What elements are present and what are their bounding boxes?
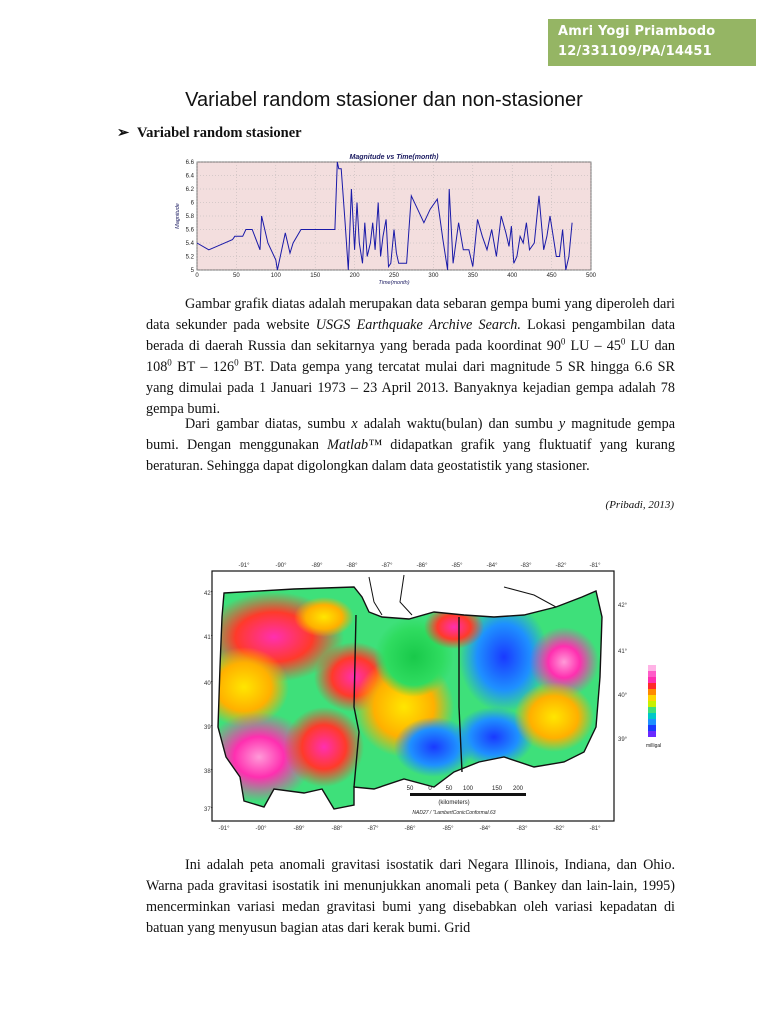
y-tick-label: 5 (190, 268, 194, 274)
lon-label: -87° (381, 563, 393, 569)
lat-label: 40° (204, 681, 214, 687)
arrow-bullet-icon: ➢ (117, 125, 130, 141)
p1-text-d: LU dan 108 (146, 338, 675, 375)
x-tick-label: 100 (270, 273, 281, 279)
p1-text-f: BT. Data gempa yang tercatat mulai dari magnitude 5 SR hingga 6.6 SR yang dimulai pada 1 Januari 1973 – 23 April 2013. Banyaknya kejadian gempa adalah 78 gempa bumi. (146, 359, 676, 417)
lon-label: -89° (293, 826, 305, 832)
lat-label: 42° (618, 603, 628, 609)
lon-label: -81° (589, 826, 601, 832)
x-tick-label: 50 (233, 273, 240, 279)
y-axis-label: Magnitude (175, 203, 181, 229)
y-tick-label: 6 (190, 200, 194, 207)
lat-label: 41° (618, 649, 628, 655)
x-axis-label: Time(month) (378, 280, 410, 286)
lat-label: 38° (204, 769, 214, 775)
lon-label: -90° (255, 826, 267, 832)
projection-label: NAD27 / "LambertConicConformal.63 (412, 810, 496, 816)
lon-label: -88° (346, 563, 358, 569)
lon-label: -81° (589, 563, 601, 569)
scale-number: 50 (445, 786, 453, 792)
lon-label: -86° (404, 826, 416, 832)
p2-x: x (351, 416, 358, 432)
p1-site: USGS Earthquake Archive Search. (315, 317, 521, 333)
scale-number: 50 (406, 786, 414, 792)
p1-text-e: BT – 126 (171, 359, 235, 375)
deg-sup: 0 (620, 336, 626, 347)
y-tick-label: 6.4 (185, 173, 194, 180)
gravity-map-svg (204, 557, 678, 837)
x-tick-label: 450 (546, 273, 557, 279)
citation: (Pribadi, 2013) (605, 499, 674, 511)
scale-number: 100 (462, 786, 474, 792)
lat-label: 39° (204, 725, 214, 731)
lat-label: 37° (204, 807, 214, 813)
y-tick-label: 5.4 (185, 241, 194, 247)
p2-y: y (558, 416, 566, 432)
lon-label: -82° (555, 563, 567, 569)
lon-label: -83° (516, 826, 528, 832)
p2-text-c: magnitude gempa bumi. Dengan menggunakan (146, 416, 675, 453)
lon-label: -85° (442, 826, 454, 832)
lon-label: -84° (486, 563, 498, 569)
x-tick-label: 250 (388, 273, 400, 279)
y-tick-label: 6.2 (185, 187, 194, 193)
x-tick-label: 200 (349, 273, 360, 279)
lat-label: 41° (204, 635, 214, 641)
lon-label: -91° (218, 826, 230, 832)
p1-text-c: LU – 45 (565, 338, 621, 354)
x-tick-label: 150 (310, 273, 321, 279)
p1-text-b: Lokasi pengambilan data berada di daerah Russia dan sekitarnya yang berada pada koordinat 90 (146, 317, 675, 354)
lon-label: -86° (416, 563, 428, 569)
magnitude-chart (173, 150, 603, 290)
map-color-legend (646, 665, 661, 749)
lon-label: -85° (451, 563, 463, 569)
x-tick-label: 350 (467, 273, 478, 279)
matlab-word: Matlab™ (327, 437, 383, 453)
p2-text-b: adalah waktu(bulan) dan sumbu (357, 416, 559, 432)
p2-text-a: Dari gambar diatas, sumbu (185, 416, 352, 432)
y-tick-label: 5.2 (185, 254, 194, 261)
lon-label: -89° (311, 563, 323, 569)
magnitude-chart-svg (173, 150, 603, 290)
x-tick-label: 300 (428, 273, 439, 279)
section-bullet (117, 125, 302, 142)
x-tick-label: 0 (195, 273, 199, 279)
map-right-labels (618, 603, 628, 743)
scale-number: 0 (428, 786, 432, 792)
author-box (548, 19, 756, 66)
scale-unit: (kilometers) (438, 800, 470, 806)
x-tick-label: 400 (507, 273, 518, 279)
author-name: Amri Yogi Priambodo (558, 24, 716, 39)
lat-label: 39° (618, 737, 628, 743)
lat-label: 40° (618, 693, 628, 699)
p2-text-d: didapatkan grafik yang fluktuatif yang kurang beraturan. Sehingga dapat digolongkan dalam data geostatistik yang stasioner. (146, 437, 675, 474)
p1-text-a: Gambar grafik diatas adalah merupakan data sebaran gempa bumi yang diperoleh dari data sekunder pada website (146, 296, 675, 333)
map-bottom-labels (218, 826, 601, 832)
p3-text: Ini adalah peta anomali gravitasi isostatik dari Negara Illinois, Indiana, dan Ohio. Warna pada gravitasi isostatik ini menunjukkan anomali peta ( Bankey dan lain-lain, 1995) mencerminkan variasi medan gravitasi bumi yang disebabkan oleh variasi kepadatan di batuan yang menyusun bagian atas dari kerak bumi. Grid (146, 857, 675, 936)
lon-label: -82° (553, 826, 565, 832)
lat-label: 42° (204, 591, 214, 597)
paragraph-3 (146, 855, 675, 939)
paragraph-1 (146, 294, 675, 420)
lon-label: -83° (520, 563, 532, 569)
lon-label: -90° (275, 563, 287, 569)
lon-label: -91° (238, 563, 250, 569)
y-tick-label: 6.6 (185, 160, 194, 166)
lon-label: -87° (367, 826, 379, 832)
scale-number: 150 (491, 786, 503, 792)
deg-sup: 0 (234, 357, 239, 368)
y-tick-label: 5.6 (185, 227, 194, 234)
chart-title: Magnitude vs Time(month) (349, 154, 439, 161)
map-top-labels (238, 563, 601, 569)
lon-label: -84° (479, 826, 491, 832)
scale-number: 200 (512, 786, 524, 792)
author-id: 12/331109/PA/14451 (558, 44, 712, 59)
section-heading: Variabel random stasioner (137, 125, 302, 141)
paragraph-2 (146, 414, 675, 477)
page-title: Variabel random stasioner dan non-stasioner (185, 89, 583, 111)
deg-sup: 0 (167, 357, 172, 368)
lon-label: -88° (331, 826, 343, 832)
gravity-anomaly-map (204, 557, 678, 837)
y-tick-label: 5.8 (185, 214, 194, 220)
legend-unit: milligal (646, 743, 662, 749)
x-tick-label: 500 (585, 273, 597, 279)
deg-sup: 0 (560, 336, 566, 347)
